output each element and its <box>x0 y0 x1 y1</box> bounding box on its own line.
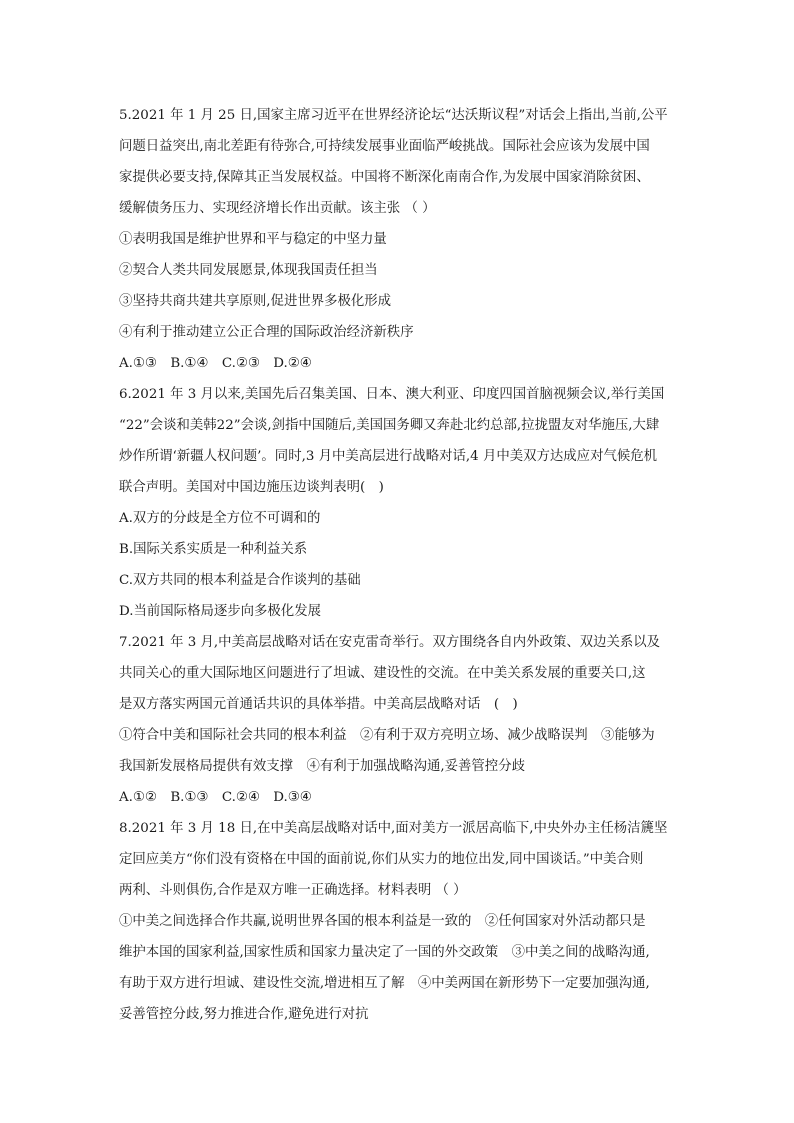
question-5-stem-line: 家提供必要支持,保障其正当发展权益。中国将不断深化南南合作,为发展中国家消除贫困、 <box>119 170 650 185</box>
question-7 <box>119 627 679 813</box>
question-8-stem-line: 定回应美方“你们没有资格在中国的面前说,你们从实力的地位出发,同中国谈话。”中美合则 <box>119 852 644 867</box>
question-6-stem-line: 6.2021 年 3 月以来,美国先后召集美国、日本、澳大利亚、印度四国首脑视频会议,举行美国 <box>119 387 665 402</box>
question-8-stem-line: ①中美之间选择合作共赢,说明世界各国的根本利益是一致的 ②任何国家对外活动都只是 <box>119 914 646 929</box>
question-8-stem-line: 维护本国的国家利益,国家性质和国家力量决定了一国的外交政策 ③中美之间的战略沟通, <box>119 945 650 960</box>
question-8-stem-line: 8.2021 年 3 月 18 日,在中美高层战略对话中,面对美方一派居高临下,中央外办主任杨洁篪坚 <box>119 821 668 836</box>
question-5 <box>119 100 679 379</box>
question-6 <box>119 379 679 627</box>
question-5-stem-line: 5.2021 年 1 月 25 日,国家主席习近平在世界经济论坛“达沃斯议程”对话会上指出,当前,公平 <box>119 108 668 123</box>
question-7-stem-line: 共同关心的重大国际地区问题进行了坦诚、建设性的交流。在中美关系发展的重要关口,这 <box>119 666 646 681</box>
question-8-stem-line: 有助于双方进行坦诚、建设性交流,增进相互了解 ④中美两国在新形势下一定要加强沟通, <box>119 976 650 991</box>
question-5-option: ③坚持共商共建共享原则,促进世界多极化形成 <box>119 294 392 309</box>
question-5-answer-choices: A.①③ B.①④ C.②③ D.②④ <box>119 356 312 371</box>
question-7-answer-choices: A.①② B.①③ C.②④ D.③④ <box>119 790 312 805</box>
question-6-option: D.当前国际格局逐步向多极化发展 <box>119 604 321 619</box>
exam-page <box>119 100 679 1030</box>
question-5-stem-line: 缓解债务压力、实现经济增长作出贡献。该主张 （ ） <box>119 201 436 216</box>
question-7-stem-line: 我国新发展格局提供有效支撑 ④有利于加强战略沟通,妥善管控分歧 <box>119 759 525 774</box>
question-6-stem-line: 联合声明。美国对中国边施压边谈判表明( ) <box>119 480 384 495</box>
question-5-option: ②契合人类共同发展愿景,体现我国责任担当 <box>119 263 378 278</box>
question-8-stem-line: 两利、斗则俱伤,合作是双方唯一正确选择。材料表明 （ ） <box>119 883 467 898</box>
question-5-option: ④有利于推动建立公正合理的国际政治经济新秩序 <box>119 325 414 340</box>
question-7-stem-line: 7.2021 年 3 月,中美高层战略对话在安克雷奇举行。双方围绕各自内外政策、双边关系以及 <box>119 635 661 650</box>
question-6-option: C.双方共同的根本利益是合作谈判的基础 <box>119 573 361 588</box>
question-5-stem-line: 问题日益突出,南北差距有待弥合,可持续发展事业面临严峻挑战。国际社会应该为发展中国 <box>119 139 650 154</box>
question-8-stem-line: 妥善管控分歧,努力推进合作,避免进行对抗 <box>119 1007 369 1022</box>
question-6-stem-line: 炒作所谓‘新疆人权问题’。同时,3 月中美高层进行战略对话,4 月中美双方达成应对气候危机 <box>119 449 658 464</box>
question-8 <box>119 813 679 1030</box>
question-6-option: A.双方的分歧是全方位不可调和的 <box>119 511 321 526</box>
question-6-option: B.国际关系实质是一种利益关系 <box>119 542 308 557</box>
question-7-stem-line: ①符合中美和国际社会共同的根本利益 ②有利于双方亮明立场、减少战略误判 ③能够为 <box>119 728 655 743</box>
question-6-stem-line: “22”会谈和美韩22”会谈,剑指中国随后,美国国务卿又奔赴北约总部,拉拢盟友对华施压,大肆 <box>119 418 660 433</box>
question-7-stem-line: 是双方落实两国元首通话共识的具体举措。中美高层战略对话 ( ) <box>119 697 518 712</box>
question-5-option: ①表明我国是维护世界和平与稳定的中坚力量 <box>119 232 387 247</box>
